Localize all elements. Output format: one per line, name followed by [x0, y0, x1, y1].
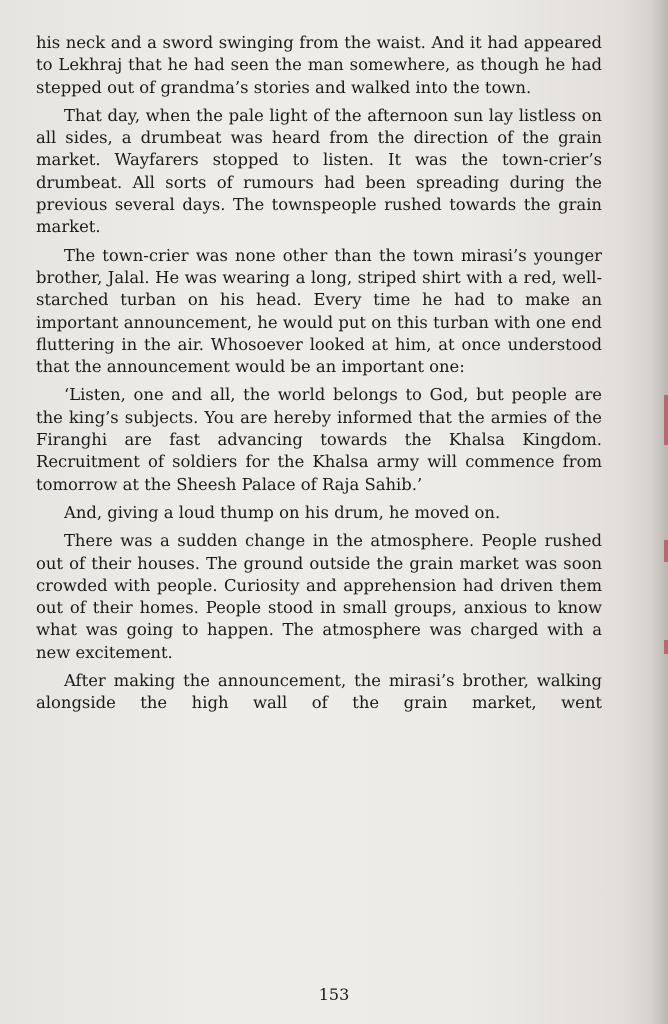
paragraph-drumbeat: That day, when the pale light of the afternoon sun lay listless on all sides, a drumbeat was heard from the direction of the grain market. Wayfarers stopped to listen. It was the town-crier’s drumbeat. All sorts of rumours had been spreading during the previous several days. The townspeople rushed towards the grain market.: [36, 105, 602, 237]
paragraph-announcement: ‘Listen, one and all, the world belongs to God, but people are the king’s subjects. You are hereby informed that the armies of the Firanghi are fast advancing towards the Khalsa Kingdom. Recruitment of soldiers for the Khalsa army will commence from tomorrow at the Sheesh Palace of Raja Sahib.’: [36, 385, 602, 494]
page-edge-mark: [664, 395, 668, 445]
paragraph-atmosphere: There was a sudden change in the atmosphere. People rushed out of their houses. The ground outside the grain market was soon crowded with people. Curiosity and apprehension had driven them out of their homes. People stood in small groups, anxious to know what was going to happen. The atmosphere was charged with a new excitement.: [36, 531, 602, 662]
paragraph-town-crier: The town-crier was none other than the town mirasi’s younger brother, Jalal. He was wearing a long, striped shirt with a red, well-starched turban on his head. Every time he had to make an important announcement, he would put on this turban with one end fluttering in the air. Whosoever looked at him, at once understood that the announcement would be an important one:: [36, 245, 602, 377]
body-text: [36, 32, 602, 721]
page-edge-mark: [664, 540, 668, 562]
page-edge-shadow: [650, 0, 668, 1024]
paragraph-drum-thump: And, giving a loud thump on his drum, he moved on.: [64, 502, 501, 522]
paragraph-after-announcement: After making the announcement, the mirasi’s brother, walking alongside the high wall of the grain market, went: [36, 671, 602, 713]
page-edge-mark: [664, 640, 668, 654]
page-number: 153: [318, 985, 350, 1004]
paragraph-continuation: his neck and a sword swinging from the waist. And it had appeared to Lekhraj that he had seen the man somewhere, as though he had stepped out of grandma’s stories and walked into the town.: [36, 33, 602, 97]
